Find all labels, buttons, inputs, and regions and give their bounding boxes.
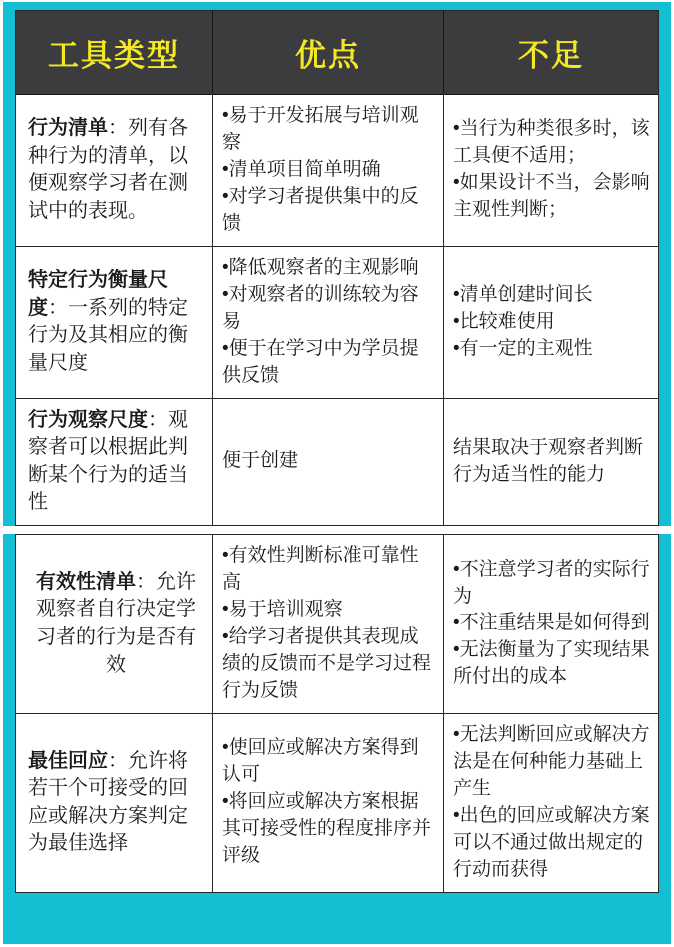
cons-cell [444, 95, 658, 246]
tool-type-cell [16, 95, 213, 246]
tool-type-cell [16, 714, 213, 892]
pros-cell [213, 399, 444, 525]
table-row [16, 247, 658, 399]
bullet-item: •无法判断回应或解决方法是在何种能力基础上产生 [453, 723, 650, 799]
pros-cell [213, 95, 444, 246]
header-tool-type: 工具类型 [16, 11, 213, 94]
cons-cell [444, 399, 658, 525]
tool-term: 特定行为衡量尺度 [28, 269, 168, 319]
table-section-gap [3, 526, 671, 534]
tool-term: 有效性清单 [36, 570, 136, 593]
comparison-table-lower [3, 534, 671, 944]
bullet-item: •出色的回应或解决方案可以不通过做出规定的行动而获得 [453, 804, 650, 880]
plain-text: 结果取决于观察者判断行为适当性的能力 [453, 436, 644, 485]
table-row [16, 95, 658, 247]
bullet-item: •当行为种类很多时，该工具便不适用； [453, 118, 650, 167]
bullet-item: •有一定的主观性 [453, 337, 593, 359]
tool-type-text: 特定行为衡量尺度：一系列的特定行为及其相应的衡量尺度 [28, 269, 188, 374]
bullet-item: •清单项目简单明确 [222, 158, 381, 180]
tool-type-text: 有效性清单：允许观察者自行决定学习者的行为是否有效 [36, 570, 196, 676]
bullet-item: •降低观察者的主观影响 [222, 256, 419, 278]
pros-cell [213, 714, 444, 892]
bullet-item: •有效性判断标准可靠性高 [222, 545, 419, 594]
cons-cell [444, 714, 658, 892]
pros-cell [213, 247, 444, 398]
tool-term: 行为清单 [28, 117, 108, 140]
tool-type-text: 最佳回应：允许将若干个可接受的回应或解决方案判定为最佳选择 [28, 749, 188, 855]
bullet-item: •给学习者提供其表现成绩的反馈而不是学习过程行为反馈 [222, 625, 432, 701]
tool-term: 行为观察尺度 [28, 408, 148, 431]
cons-cell [444, 535, 658, 713]
table-row [16, 399, 658, 525]
bullet-item: •如果设计不当，会影响主观性判断； [453, 172, 650, 221]
tool-type-text: 行为观察尺度：观察者可以根据此判断某个行为的适当性 [28, 408, 188, 514]
upper-table-inner [15, 10, 659, 526]
header-pros: 优点 [213, 11, 444, 94]
tool-type-text: 行为清单：列有各种行为的清单，以便观察学习者在测试中的表现。 [28, 117, 188, 223]
bullet-item: •使回应或解决方案得到认可 [222, 737, 419, 786]
bullet-item: •清单创建时间长 [453, 283, 593, 305]
pros-cell [213, 535, 444, 713]
tool-type-cell [16, 535, 213, 713]
comparison-table-upper [3, 2, 671, 526]
bullet-item: •易于培训观察 [222, 599, 343, 620]
tool-term: 最佳回应 [28, 749, 108, 772]
header-cons: 不足 [518, 38, 584, 73]
lower-table-inner [15, 534, 659, 893]
bullet-item: •无法衡量为了实现结果所付出的成本 [453, 639, 650, 688]
bullet-item: •对学习者提供集中的反馈 [222, 185, 419, 234]
bullet-item: •易于开发拓展与培训观察 [222, 105, 419, 153]
bullet-item: •将回应或解决方案根据其可接受性的程度排序并评级 [222, 791, 432, 867]
table-header-row [16, 11, 658, 95]
table-row [16, 535, 658, 714]
cons-cell [444, 247, 658, 398]
bullet-item: •比较难使用 [453, 310, 555, 332]
upper-table-rows [16, 95, 658, 525]
bullet-item: •对观察者的训练较为容易 [222, 283, 419, 332]
tool-type-cell [16, 399, 213, 525]
bullet-item: •不注重结果是如何得到 [453, 612, 650, 634]
plain-text: 便于创建 [222, 450, 299, 472]
tool-type-cell [16, 247, 213, 398]
bullet-item: •便于在学习中为学员提供反馈 [222, 337, 419, 386]
bullet-item: •不注意学习者的实际行为 [453, 558, 650, 607]
table-row [16, 714, 658, 892]
lower-table-rows [16, 535, 658, 892]
